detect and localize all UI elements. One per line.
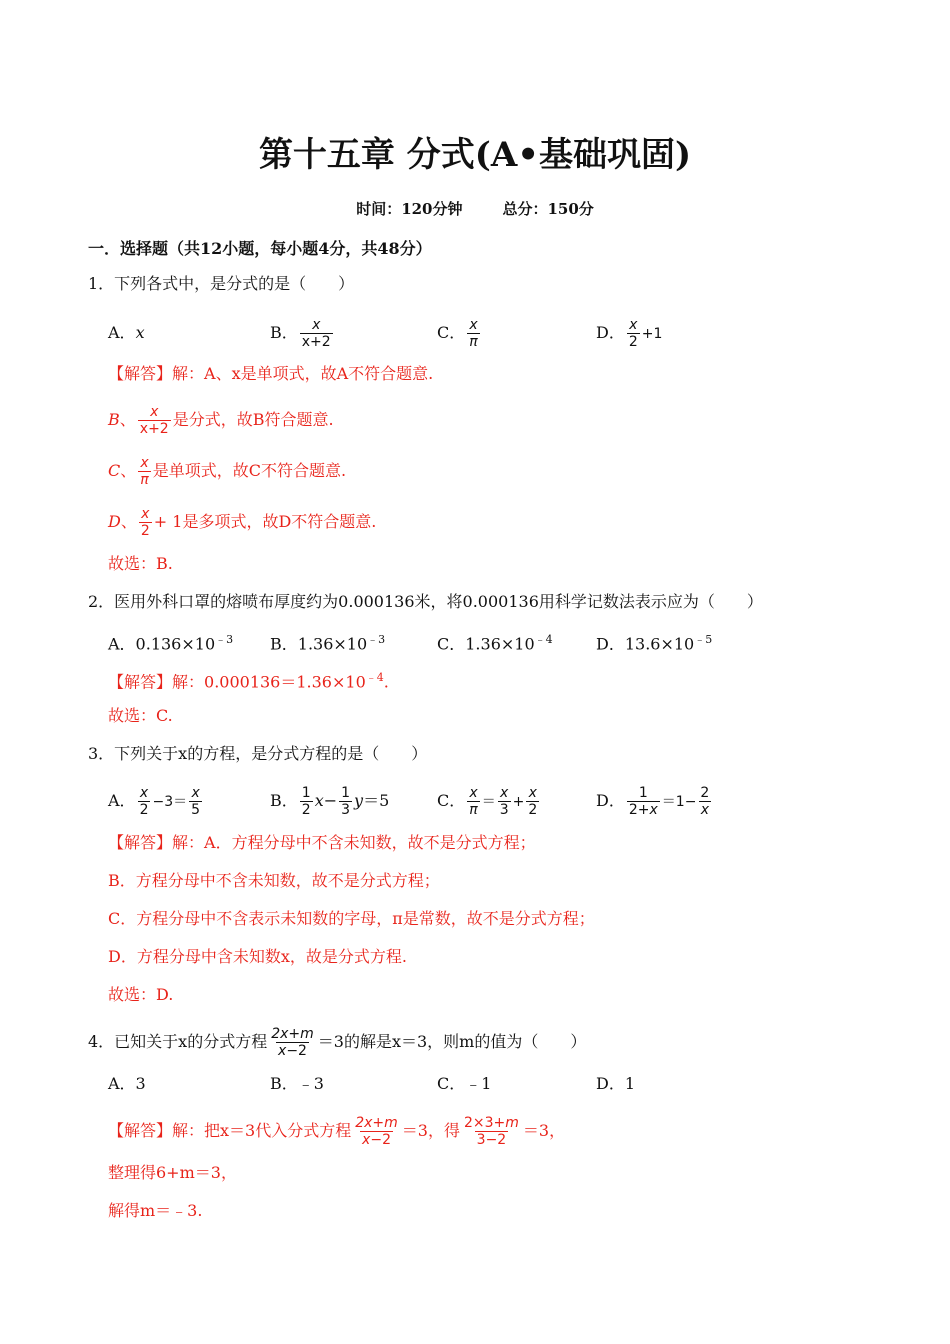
q1-option-a: A．x (108, 323, 145, 342)
time-limit: 时间：120分钟 (356, 200, 463, 218)
q1-answer-c: C、 $\frac{x}{\pi}$ 是单项式，故C不符合题意. (108, 455, 347, 488)
q3-option-b: B． $\frac{1}{2}$ x− $\frac{1}{3}$ y＝5 (270, 785, 390, 818)
q2-choice: 故选：C. (108, 706, 173, 725)
q3-option-d: D． $\frac{1}{2+x}$ ＝1− $\frac{2}{x}$ (596, 785, 710, 818)
q1-answer-a: 【解答】解：A、x是单项式，故A不符合题意. (108, 364, 434, 383)
q3-stem: 3．下列关于x的方程，是分式方程的是（ ） (88, 744, 428, 763)
q2-answer: 【解答】解：$0.000136=1.36\times 10^{﹣4}$. (108, 671, 389, 692)
q4-step-1: 整理得6+m＝3， (108, 1163, 237, 1182)
q4-option-c: C．﹣1 (437, 1074, 492, 1093)
q2-option-b: B．$1.36\times 10^{﹣3}$ (270, 633, 386, 654)
q4-option-a: A．3 (108, 1074, 146, 1093)
q4-stem: 4．已知关于x的分式方程 $\frac{2x+m}{x-2}$ ＝3的解是x＝3，则m的值为（ ） (88, 1026, 587, 1059)
q4-answer: 【解答】解：把x＝3代入分式方程 $\frac{2x+m}{x-2}$ ＝3，得 $\frac{2\times 3+m}{3-2}$ ＝3， (108, 1115, 566, 1148)
q1-option-c: C． $\frac{x}{\pi}$ (437, 317, 478, 350)
q1-option-b: B． $\frac{x}{x+2}$ (270, 317, 331, 350)
q1-answer-b: B、 $\frac{x}{x+2}$ 是分式，故B符合题意. (108, 404, 334, 437)
q2-option-d: D．$13.6\times 10^{﹣5}$ (596, 633, 713, 654)
q3-answer-d: D．方程分母中含未知数x，故是分式方程. (108, 947, 407, 966)
exam-meta (0, 198, 950, 219)
q4-option-b: B．﹣3 (270, 1074, 324, 1093)
q4-step-2: 解得m＝﹣3. (108, 1201, 203, 1220)
section-heading: 一．选择题（共12小题，每小题4分，共48分） (88, 239, 432, 258)
q2-stem: 2．医用外科口罩的熔喷布厚度约为0.000136米，将0.000136用科学记数法表示应为（ ） (88, 592, 763, 611)
q1-choice: 故选：B. (108, 554, 173, 573)
q1-option-d: D． $\frac{x}{2}$ +1 (596, 317, 663, 350)
q3-answer-a: 【解答】解：A．方程分母中不含未知数，故不是分式方程； (108, 833, 536, 852)
q1-stem: 1．下列各式中，是分式的是（ ） (88, 274, 355, 293)
q3-option-a: A． $\frac{x}{2}$ −3＝ $\frac{x}{5}$ (108, 785, 201, 818)
q2-option-a: A．$0.136\times 10^{﹣3}$ (108, 633, 234, 654)
q2-option-c: C．$1.36\times 10^{﹣4}$ (437, 633, 553, 654)
q3-option-c: C． $\frac{x}{\pi}$ ＝ $\frac{x}{3}$ + $\frac{x}{2}$ (437, 785, 538, 818)
q3-answer-b: B．方程分母中不含未知数，故不是分式方程； (108, 871, 440, 890)
q4-option-d: D．1 (596, 1074, 636, 1093)
q3-choice: 故选：D. (108, 985, 174, 1004)
total-score: 总分：150分 (502, 200, 594, 218)
q1-answer-d: D、 $\frac{x}{2}$ + 1是多项式，故D不符合题意. (108, 506, 377, 539)
q3-answer-c: C．方程分母中不含表示未知数的字母，π是常数，故不是分式方程； (108, 909, 595, 928)
page-title: 第十五章 分式(A•基础巩固) (258, 135, 692, 175)
